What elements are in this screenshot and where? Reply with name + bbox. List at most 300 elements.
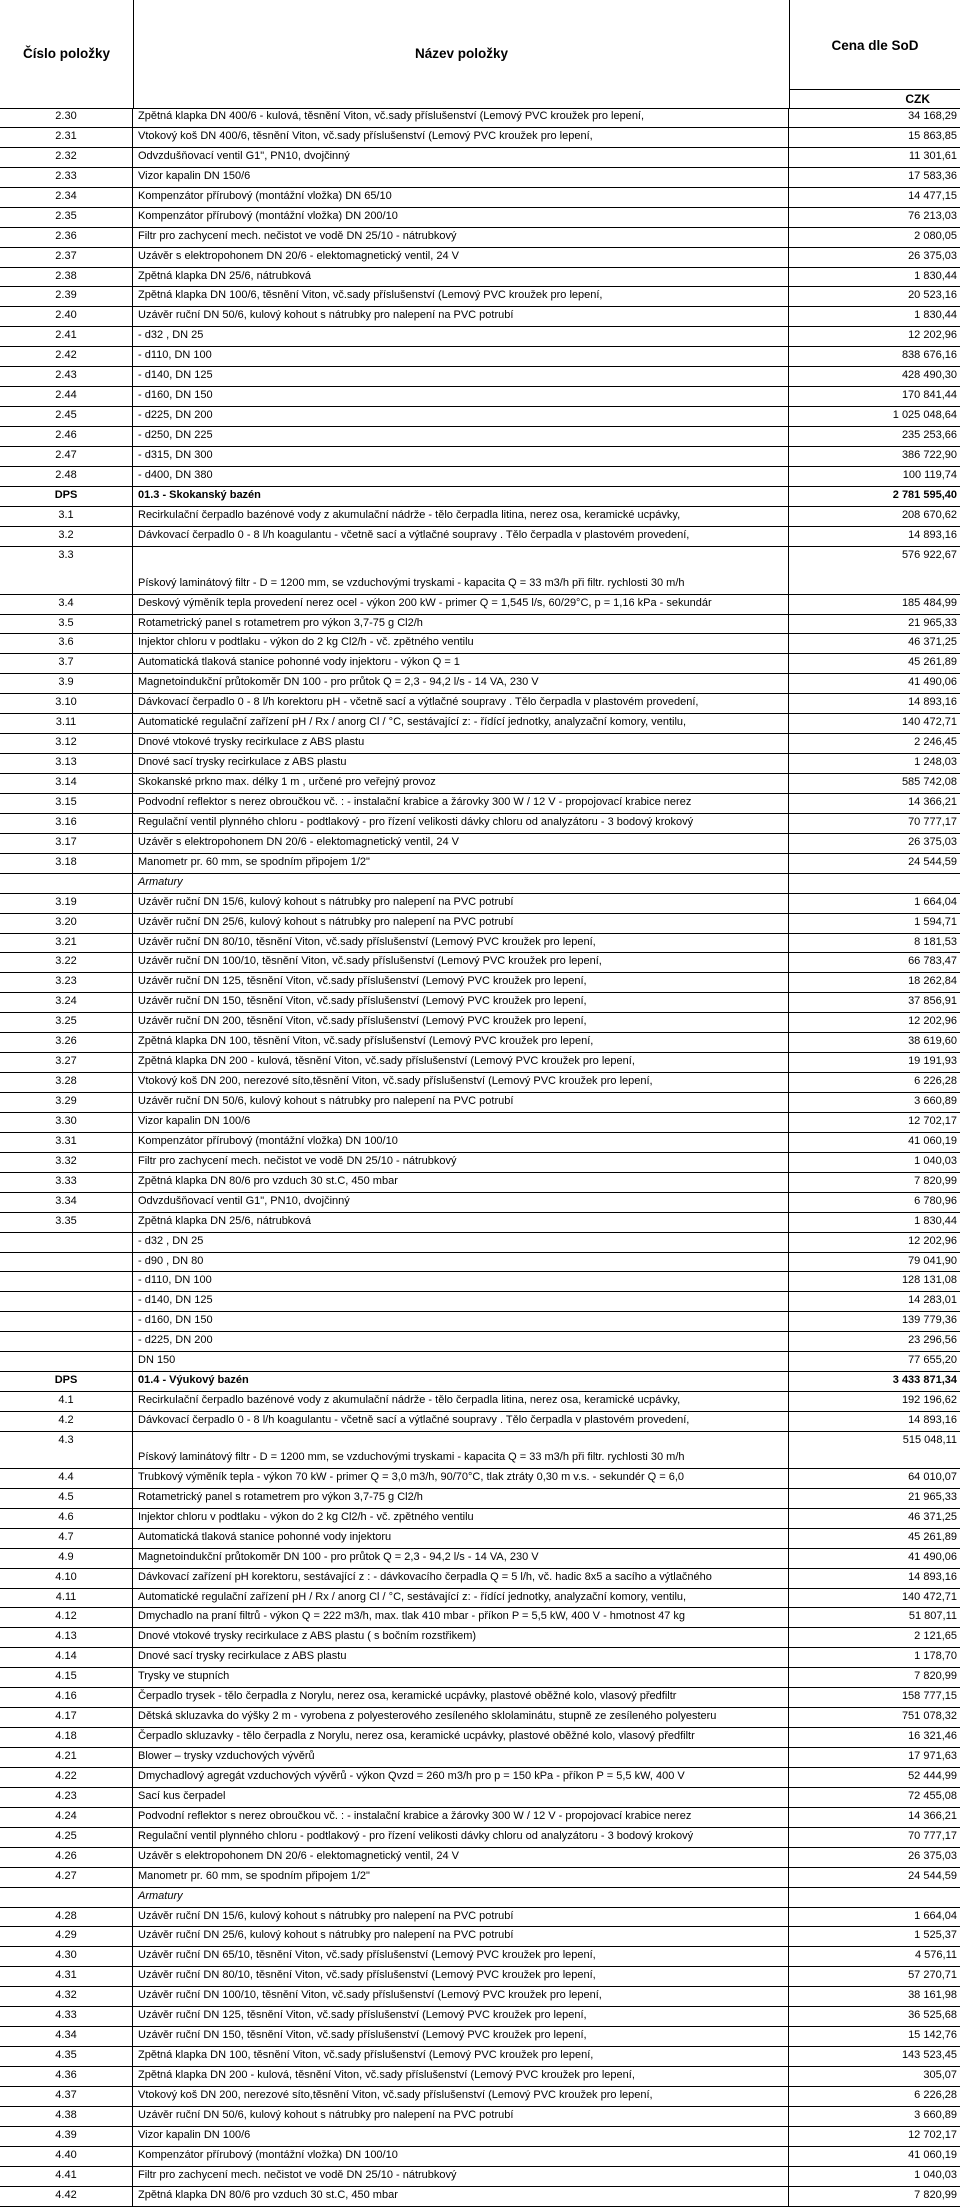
item-number-cell: 3.17 — [0, 834, 133, 853]
item-name-cell: Kompenzátor přírubový (montážní vložka) DN 100/10 — [134, 2147, 789, 2166]
item-name-cell: Rotametrický panel s rotametrem pro výkon 3,7-75 g Cl2/h — [134, 615, 789, 634]
item-name-cell: Uzávěr ruční DN 150, těsnění Viton, vč.sady příslušenství (Lemový PVC kroužek pro lepení, — [134, 993, 789, 1012]
item-name-cell: - d90 , DN 80 — [134, 1253, 789, 1272]
header-item-number — [0, 0, 134, 108]
table-row — [0, 188, 960, 208]
item-name-cell: - d110, DN 100 — [134, 347, 789, 366]
item-name-cell: Uzávěr ruční DN 100/10, těsnění Viton, vč.sady příslušenství (Lemový PVC kroužek pro lepení, — [134, 953, 789, 972]
table-row — [0, 467, 960, 487]
item-name-cell: Pískový laminátový filtr - D = 1200 mm, se vzduchovými tryskami - kapacita Q = 33 m3/h při filtr. rychlosti 30 m/h — [134, 547, 789, 594]
item-price-cell: 20 523,16 — [908, 289, 957, 302]
item-price-cell: 3 433 871,34 — [892, 1374, 957, 1387]
item-price-cell: 15 142,76 — [908, 2029, 957, 2042]
item-price-cell: 1 525,37 — [914, 1929, 957, 1942]
item-price-cell: 140 472,71 — [901, 1590, 957, 1603]
item-name-cell: Uzávěr ruční DN 125, těsnění Viton, vč.sady příslušenství (Lemový PVC kroužek pro lepení, — [134, 2007, 789, 2026]
item-number-cell: 3.7 — [0, 654, 133, 673]
item-number-cell: 3.29 — [0, 1093, 133, 1112]
item-price-cell: 14 477,15 — [908, 189, 957, 202]
item-name-cell: Uzávěr ruční DN 15/6, kulový kohout s nátrubky pro nalepení na PVC potrubí — [134, 894, 789, 913]
item-number-cell: 4.25 — [0, 1828, 133, 1847]
table-row — [0, 1708, 960, 1728]
item-number-cell: 4.17 — [0, 1708, 133, 1727]
item-name-cell: Armatury — [134, 1888, 789, 1907]
table-row — [0, 1312, 960, 1332]
item-price-cell: 21 965,33 — [908, 616, 957, 629]
item-name-cell: Magnetoindukční průtokoměr DN 100 - pro průtok Q = 2,3 - 94,2 l/s - 14 VA, 230 V — [134, 674, 789, 693]
item-price-cell: 3 660,89 — [914, 1095, 957, 1107]
item-price-cell — [790, 874, 960, 893]
item-number-cell: 3.27 — [0, 1053, 133, 1072]
table-row — [0, 654, 960, 674]
item-name-cell: Zpětná klapka DN 400/6 - kulová, těsnění Viton, vč.sady příslušenství (Lemový PVC kroužek pro lepení, — [134, 108, 789, 127]
item-number-cell: 2.40 — [0, 307, 133, 326]
item-name-cell: Uzávěr ruční DN 125, těsnění Viton, vč.sady příslušenství (Lemový PVC kroužek pro lepení, — [134, 973, 789, 992]
item-name-cell: DN 150 — [134, 1352, 789, 1371]
item-name-cell: Vtokový koš DN 200, nerezové síto,těsnění Viton, vč.sady příslušenství (Lemový PVC kroužek pro lepení, — [134, 2087, 789, 2106]
item-number-cell: 2.43 — [0, 367, 133, 386]
item-price-cell: 12 702,17 — [908, 2128, 957, 2141]
item-number-cell: 4.28 — [0, 1908, 133, 1927]
item-name-cell: Trysky ve stupních — [134, 1668, 789, 1687]
item-number-cell: 4.30 — [0, 1947, 133, 1966]
item-name-cell: Odvzdušňovací ventil G1", PN10, dvojčinný — [134, 1193, 789, 1212]
item-price-cell: 7 820,99 — [914, 2188, 957, 2201]
item-price-cell: 6 226,28 — [914, 2088, 957, 2101]
table-row — [0, 268, 960, 288]
item-price-cell: 45 261,89 — [908, 656, 957, 669]
table-row — [0, 327, 960, 347]
item-number-cell: 3.22 — [0, 953, 133, 972]
item-price-cell: 2 121,65 — [914, 1630, 957, 1643]
item-number-cell: 3.30 — [0, 1113, 133, 1132]
item-number-cell: 4.27 — [0, 1868, 133, 1887]
item-name-cell: Automatická tlaková stanice pohonné vody injektoru — [134, 1529, 789, 1548]
table-row — [0, 1133, 960, 1153]
item-price-cell: 2 080,05 — [914, 229, 957, 242]
item-number-cell: 4.41 — [0, 2167, 133, 2186]
table-row — [0, 2107, 960, 2127]
item-number-cell: 2.31 — [0, 128, 133, 147]
item-name-cell: Uzávěr ruční DN 200, těsnění Viton, vč.sady příslušenství (Lemový PVC kroužek pro lepení, — [134, 1013, 789, 1032]
item-price-cell: 1 830,44 — [914, 269, 957, 282]
item-name-cell: - d110, DN 100 — [134, 1272, 789, 1291]
item-price-cell: 386 722,90 — [901, 448, 957, 461]
section-row — [0, 487, 960, 507]
item-number-cell: 2.48 — [0, 467, 133, 486]
table-row — [0, 973, 960, 993]
item-name-cell: - d225, DN 200 — [134, 1332, 789, 1351]
item-name-cell: Zpětná klapka DN 25/6, nátrubková — [134, 268, 789, 287]
table-row — [0, 1432, 960, 1469]
item-number-cell: 2.35 — [0, 208, 133, 227]
item-name-cell: Vtokový koš DN 400/6, těsnění Viton, vč.sady příslušenství (Lemový PVC kroužek pro lepení, — [134, 128, 789, 147]
table-row — [0, 1489, 960, 1509]
item-price-cell: 185 484,99 — [901, 596, 957, 609]
table-row — [0, 427, 960, 447]
item-name-cell: Uzávěr ruční DN 100/10, těsnění Viton, vč.sady příslušenství (Lemový PVC kroužek pro lepení, — [134, 1987, 789, 2006]
item-price-cell: 12 202,96 — [908, 1015, 957, 1028]
item-name-cell: - d32 , DN 25 — [134, 1233, 789, 1252]
table-row — [0, 1332, 960, 1352]
item-number-cell: 4.36 — [0, 2067, 133, 2086]
item-number-cell: 4.16 — [0, 1688, 133, 1707]
header-item-name-label: Název položky — [414, 46, 509, 61]
item-price-cell: 45 261,89 — [908, 1530, 957, 1543]
table-row — [0, 1728, 960, 1748]
item-price-cell: 139 779,36 — [901, 1314, 957, 1327]
table-row — [0, 674, 960, 694]
item-name-cell: Uzávěr s elektropohonem DN 20/6 - elektomagnetický ventil, 24 V — [134, 1848, 789, 1867]
item-price-cell: 1 830,44 — [914, 309, 957, 322]
item-number-cell: 2.37 — [0, 248, 133, 267]
item-price-cell: 41 490,06 — [908, 676, 957, 689]
item-price-cell: 15 863,85 — [908, 129, 957, 142]
item-name-cell: Rotametrický panel s rotametrem pro výkon 3,7-75 g Cl2/h — [134, 1489, 789, 1508]
table-row — [0, 248, 960, 268]
item-name-cell: Dětská skluzavka do výšky 2 m - vyrobena z polyesterového zesíleného sklolaminátu, stupně ze zesíleného polyesteru — [134, 1708, 789, 1727]
item-name-cell: Filtr pro zachycení mech. nečistot ve vodě DN 25/10 - nátrubkový — [134, 228, 789, 247]
item-price-cell — [790, 1888, 960, 1907]
item-number-cell: 3.19 — [0, 894, 133, 913]
item-number-cell: 4.13 — [0, 1628, 133, 1647]
table-row — [0, 2187, 960, 2207]
item-number-cell: 3.10 — [0, 694, 133, 713]
item-number-cell: 4.6 — [0, 1509, 133, 1528]
item-number-cell — [0, 1233, 133, 1252]
table-row — [0, 1093, 960, 1113]
item-price-cell: 16 321,46 — [908, 1730, 957, 1743]
item-name-cell: Podvodní reflektor s nerez obroučkou vč. : - instalační krabice a žárovky 300 W / 12 V - propojovací krabice nerez — [134, 1808, 789, 1827]
item-price-cell: 1 025 048,64 — [892, 409, 957, 422]
item-number-cell: DPS — [0, 487, 133, 506]
item-name-cell: Trubkový výměník tepla - výkon 70 kW - primer Q = 3,0 m3/h, 90/70°C, tlak ztráty 0,30 m v.s. - sekundér Q = 6,0 — [134, 1469, 789, 1488]
item-name-cell: Podvodní reflektor s nerez obroučkou vč. : - instalační krabice a žárovky 300 W / 12 V - propojovací krabice nerez — [134, 794, 789, 813]
item-name-cell: Blower – trysky vzduchových vývěrů — [134, 1748, 789, 1767]
item-number-cell: 4.34 — [0, 2027, 133, 2046]
item-name-cell: Zpětná klapka DN 100, těsnění Viton, vč.sady příslušenství (Lemový PVC kroužek pro lepení, — [134, 1033, 789, 1052]
item-number-cell: 4.15 — [0, 1668, 133, 1687]
item-number-cell: 3.16 — [0, 814, 133, 833]
item-number-cell: 3.23 — [0, 973, 133, 992]
section-row — [0, 1372, 960, 1392]
item-name-cell: - d400, DN 380 — [134, 467, 789, 486]
item-number-cell — [0, 1332, 133, 1351]
table-row — [0, 2087, 960, 2107]
item-number-cell: 4.23 — [0, 1788, 133, 1807]
item-name-cell: Zpětná klapka DN 100/6, těsnění Viton, vč.sady příslušenství (Lemový PVC kroužek pro lepení, — [134, 287, 789, 306]
item-number-cell: 3.3 — [0, 547, 133, 594]
item-price-cell: 14 283,01 — [908, 1294, 957, 1307]
item-number-cell: 4.35 — [0, 2047, 133, 2066]
item-price-cell: 1 040,03 — [914, 2168, 957, 2181]
item-price-cell: 585 742,08 — [901, 776, 957, 788]
table-row — [0, 1013, 960, 1033]
table-row — [0, 1509, 960, 1529]
item-price-cell: 12 202,96 — [908, 329, 957, 342]
table-row — [0, 934, 960, 954]
table-row — [0, 1848, 960, 1868]
item-number-cell: 3.1 — [0, 507, 133, 526]
item-name-cell: Vizor kapalin DN 100/6 — [134, 2127, 789, 2146]
item-name-cell: - d160, DN 150 — [134, 1312, 789, 1331]
item-price-cell: 24 544,59 — [908, 855, 957, 868]
table-row — [0, 953, 960, 973]
item-price-cell: 79 041,90 — [908, 1254, 957, 1267]
table-row — [0, 1213, 960, 1233]
table-row — [0, 1173, 960, 1193]
item-price-cell: 52 444,99 — [908, 1769, 957, 1782]
item-number-cell: 4.2 — [0, 1412, 133, 1431]
item-price-cell: 41 060,19 — [908, 1134, 957, 1147]
item-price-cell: 37 856,91 — [908, 995, 957, 1008]
item-price-cell: 100 119,74 — [902, 468, 957, 481]
item-name-cell: - d315, DN 300 — [134, 447, 789, 466]
table-row — [0, 527, 960, 547]
item-number-cell: 4.10 — [0, 1569, 133, 1588]
item-name-cell: Automatické regulační zařízení pH / Rx / anorg Cl / °C, sestávající z: - řídící jednotky, analyzační komory, ventilu, — [134, 714, 789, 733]
item-name-cell: Filtr pro zachycení mech. nečistot ve vodě DN 25/10 - nátrubkový — [134, 2167, 789, 2186]
subsection-row — [0, 874, 960, 894]
table-row — [0, 993, 960, 1013]
item-name-cell: Filtr pro zachycení mech. nečistot ve vodě DN 25/10 - nátrubkový — [134, 1153, 789, 1172]
table-row — [0, 1233, 960, 1253]
item-number-cell: 4.39 — [0, 2127, 133, 2146]
item-name-cell: Automatické regulační zařízení pH / Rx / anorg Cl / °C, sestávající z: - řídící jednotky, analyzační komory, ventilu, — [134, 1589, 789, 1608]
item-price-cell: 7 820,99 — [914, 1174, 957, 1187]
item-price-cell: 77 655,20 — [908, 1354, 957, 1367]
item-name-cell: Dnové sací trysky recirkulace z ABS plastu — [134, 754, 789, 773]
item-price-cell: 76 213,03 — [908, 209, 957, 222]
item-number-cell: 4.22 — [0, 1768, 133, 1787]
item-number-cell — [0, 1312, 133, 1331]
item-price-cell: 1 664,04 — [914, 895, 957, 908]
item-number-cell: 4.3 — [0, 1432, 133, 1468]
table-row — [0, 1668, 960, 1688]
item-name-cell: - d160, DN 150 — [134, 387, 789, 406]
table-header — [0, 0, 960, 109]
item-name-cell: Dávkovací zařízení pH korektoru, sestávající z : - dávkovacího čerpadla Q = 5 l/h, vč. hadic 8x5 a sacího a výtlačného — [134, 1569, 789, 1588]
item-price-cell: 1 830,44 — [914, 1214, 957, 1227]
item-name-cell: Dmychadlo na praní filtrů - výkon Q = 222 m3/h, max. tlak 410 mbar - příkon P = 5,5 kW, 400 V - hmotnost 47 kg — [134, 1608, 789, 1627]
item-number-cell: 4.5 — [0, 1489, 133, 1508]
table-row — [0, 1392, 960, 1412]
item-number-cell: 2.30 — [0, 108, 133, 127]
item-name-cell: Uzávěr ruční DN 25/6, kulový kohout s nátrubky pro nalepení na PVC potrubí — [134, 914, 789, 933]
item-number-cell: 3.11 — [0, 714, 133, 733]
item-price-cell: 305,07 — [923, 2069, 957, 2081]
item-number-cell: 4.12 — [0, 1608, 133, 1627]
item-price-cell: 8 181,53 — [914, 935, 957, 948]
table-row — [0, 547, 960, 595]
item-price-cell: 14 893,16 — [908, 528, 957, 541]
table-row — [0, 1828, 960, 1848]
item-price-cell: 38 619,60 — [908, 1035, 957, 1048]
item-price-cell: 158 777,15 — [901, 1690, 957, 1703]
table-row — [0, 1987, 960, 2007]
item-name-cell: Zpětná klapka DN 80/6 pro vzduch 30 st.C, 450 mbar — [134, 1173, 789, 1192]
item-name-cell: Zpětná klapka DN 25/6, nátrubková — [134, 1213, 789, 1232]
item-name-cell: Pískový laminátový filtr - D = 1200 mm, se vzduchovými tryskami - kapacita Q = 33 m3/h při filtr. rychlosti 30 m/h — [134, 1432, 789, 1468]
item-price-cell: 12 202,96 — [908, 1234, 957, 1247]
item-price-cell: 192 196,62 — [901, 1394, 957, 1407]
item-price-cell: 64 010,07 — [908, 1470, 957, 1483]
item-name-cell: Regulační ventil plynného chloru - podtlakový - pro řízení velikosti dávky chloru od analyzátoru - 3 bodový krokový — [134, 814, 789, 833]
item-name-cell: Kompenzátor přírubový (montážní vložka) DN 200/10 — [134, 208, 789, 227]
item-name-cell: Dávkovací čerpadlo 0 - 8 l/h koagulantu - včetně sací a výtlačné soupravy . Tělo čerpadla v plastovém provedení, — [134, 1412, 789, 1431]
table-row — [0, 615, 960, 635]
item-name-cell: Uzávěr ruční DN 80/10, těsnění Viton, vč.sady příslušenství (Lemový PVC kroužek pro lepení, — [134, 934, 789, 953]
table-row — [0, 1352, 960, 1372]
table-row — [0, 1569, 960, 1589]
item-name-cell: Uzávěr ruční DN 50/6, kulový kohout s nátrubky pro nalepení na PVC potrubí — [134, 1093, 789, 1112]
item-name-cell: Uzávěr ruční DN 25/6, kulový kohout s nátrubky pro nalepení na PVC potrubí — [134, 1927, 789, 1946]
item-price-cell: 57 270,71 — [908, 1969, 957, 1982]
item-price-cell: 23 296,56 — [908, 1334, 957, 1347]
item-price-cell: 576 922,67 — [901, 548, 957, 561]
item-name-cell: Sací kus čerpadel — [134, 1788, 789, 1807]
table-row — [0, 208, 960, 228]
table-row — [0, 287, 960, 307]
table-row — [0, 1153, 960, 1173]
item-number-cell: 3.35 — [0, 1213, 133, 1232]
subsection-row — [0, 1888, 960, 1908]
table-row — [0, 854, 960, 874]
item-name-cell: Uzávěr s elektropohonem DN 20/6 - elektomagnetický ventil, 24 V — [134, 248, 789, 267]
table-row — [0, 1947, 960, 1967]
table-row — [0, 1688, 960, 1708]
item-price-cell: 34 168,29 — [908, 110, 957, 122]
table-row — [0, 447, 960, 467]
table-row — [0, 168, 960, 188]
table-row — [0, 1253, 960, 1273]
item-number-cell: DPS — [0, 1372, 133, 1391]
item-name-cell: Deskový výměník tepla provedení nerez ocel - výkon 200 kW - primer Q = 1,545 l/s, 60/29°C, p = 1,16 kPa - sekundár — [134, 595, 789, 614]
item-price-cell: 3 660,89 — [914, 2108, 957, 2121]
item-price-cell: 14 366,21 — [908, 795, 957, 808]
item-price-cell: 1 594,71 — [914, 915, 957, 928]
table-row — [0, 2007, 960, 2027]
table-row — [0, 347, 960, 367]
item-name-cell: Odvzdušňovací ventil G1", PN10, dvojčinný — [134, 148, 789, 167]
item-number-cell: 3.34 — [0, 1193, 133, 1212]
item-number-cell — [0, 874, 133, 893]
item-name-cell: - d140, DN 125 — [134, 1292, 789, 1311]
item-name-cell: Čerpadlo skluzavky - tělo čerpadla z Norylu, nerez osa, keramické ucpávky, plastové oběžné kolo, vlasový předfiltr — [134, 1728, 789, 1747]
item-price-cell: 1 248,03 — [914, 756, 957, 769]
item-name-cell: Dávkovací čerpadlo 0 - 8 l/h korektoru pH - včetně sací a výtlačné soupravy . Tělo čerpadla v plastovém provedení, — [134, 694, 789, 713]
item-number-cell: 3.5 — [0, 615, 133, 634]
item-price-cell: 46 371,25 — [908, 636, 957, 649]
item-number-cell: 2.41 — [0, 327, 133, 346]
header-item-number-label: Číslo položky — [22, 46, 110, 61]
item-price-cell: 4 576,11 — [914, 1949, 957, 1962]
table-row — [0, 1628, 960, 1648]
table-row — [0, 128, 960, 148]
table-row — [0, 894, 960, 914]
item-number-cell: 2.45 — [0, 407, 133, 426]
item-price-cell: 14 893,16 — [908, 1414, 957, 1426]
item-number-cell: 3.15 — [0, 794, 133, 813]
item-number-cell: 3.2 — [0, 527, 133, 546]
item-number-cell: 3.9 — [0, 674, 133, 693]
table-row — [0, 694, 960, 714]
table-row — [0, 307, 960, 327]
item-price-cell: 38 161,98 — [908, 1989, 957, 2002]
item-price-cell: 140 472,71 — [901, 716, 957, 729]
table-row — [0, 1748, 960, 1768]
item-number-cell: 4.21 — [0, 1748, 133, 1767]
table-row — [0, 774, 960, 794]
item-price-cell: 26 375,03 — [908, 249, 957, 262]
item-number-cell: 4.24 — [0, 1808, 133, 1827]
item-price-cell: 1 664,04 — [914, 1909, 957, 1922]
item-name-cell: Uzávěr ruční DN 15/6, kulový kohout s nátrubky pro nalepení na PVC potrubí — [134, 1908, 789, 1927]
item-name-cell: Vtokový koš DN 200, nerezové síto,těsnění Viton, vč.sady příslušenství (Lemový PVC kroužek pro lepení, — [134, 1073, 789, 1092]
table-row — [0, 595, 960, 615]
table-row — [0, 2127, 960, 2147]
item-price-cell: 14 893,16 — [908, 696, 957, 709]
item-price-cell: 11 301,61 — [908, 149, 957, 162]
item-name-cell: Recirkulační čerpadlo bazénové vody z akumulační nádrže - tělo čerpadla litina, nerez osa, keramické ucpávky, — [134, 507, 789, 526]
table-row — [0, 1908, 960, 1928]
item-name-cell: Injektor chloru v podtlaku - výkon do 2 kg Cl2/h - vč. zpětného ventilu — [134, 634, 789, 653]
item-name-cell: Dmychadlový agregát vzduchových vývěrů - výkon Qvzd = 260 m3/h pro p = 150 kPa - příkon P = 5,5 kW, 400 V — [134, 1768, 789, 1787]
item-number-cell: 4.11 — [0, 1589, 133, 1608]
item-price-cell: 1 040,03 — [914, 1154, 957, 1167]
item-name-cell: Dnové vtokové trysky recirkulace z ABS plastu — [134, 734, 789, 753]
table-row — [0, 1272, 960, 1292]
item-price-cell: 208 670,62 — [901, 508, 957, 521]
table-row — [0, 1053, 960, 1073]
table-row — [0, 108, 960, 128]
item-name-cell: Dnové sací trysky recirkulace z ABS plastu — [134, 1648, 789, 1667]
table-row — [0, 834, 960, 854]
item-price-cell: 41 060,19 — [908, 2148, 957, 2161]
item-name-cell: Uzávěr s elektropohonem DN 20/6 - elektomagnetický ventil, 24 V — [134, 834, 789, 853]
item-number-cell: 4.7 — [0, 1529, 133, 1548]
item-number-cell: 3.6 — [0, 634, 133, 653]
item-name-cell: Uzávěr ruční DN 150, těsnění Viton, vč.sady příslušenství (Lemový PVC kroužek pro lepení, — [134, 2027, 789, 2046]
item-name-cell: Čerpadlo trysek - tělo čerpadla z Norylu, nerez osa, keramické ucpávky, plastové oběžné kolo, vlasový předfiltr — [134, 1688, 789, 1707]
item-number-cell: 3.20 — [0, 914, 133, 933]
item-price-cell: 21 965,33 — [908, 1490, 957, 1503]
item-number-cell: 4.1 — [0, 1392, 133, 1411]
item-price-cell: 72 455,08 — [908, 1789, 957, 1802]
item-number-cell: 2.36 — [0, 228, 133, 247]
item-name-cell: Zpětná klapka DN 200 - kulová, těsnění Viton, vč.sady příslušenství (Lemový PVC kroužek pro lepení, — [134, 2067, 789, 2086]
table-row — [0, 794, 960, 814]
item-number-cell: 4.18 — [0, 1728, 133, 1747]
item-number-cell: 2.39 — [0, 287, 133, 306]
item-name-cell: Dnové vtokové trysky recirkulace z ABS plastu ( s bočním rozstřikem) — [134, 1628, 789, 1647]
table-row — [0, 1808, 960, 1828]
header-price-label: Cena dle SoD — [831, 38, 919, 53]
table-row — [0, 367, 960, 387]
item-name-cell: - d250, DN 225 — [134, 427, 789, 446]
item-price-cell: 51 807,11 — [908, 1610, 957, 1623]
table-row — [0, 1549, 960, 1569]
item-number-cell: 3.24 — [0, 993, 133, 1012]
header-currency-label: CZK — [905, 92, 930, 106]
item-price-cell: 19 191,93 — [908, 1055, 957, 1068]
table-row — [0, 754, 960, 774]
table-row — [0, 228, 960, 248]
item-price-cell: 751 078,32 — [901, 1710, 957, 1723]
item-number-cell: 2.44 — [0, 387, 133, 406]
item-name-cell: Recirkulační čerpadlo bazénové vody z akumulační nádrže - tělo čerpadla litina, nerez osa, keramické ucpávky, — [134, 1392, 789, 1411]
header-price — [790, 0, 960, 108]
